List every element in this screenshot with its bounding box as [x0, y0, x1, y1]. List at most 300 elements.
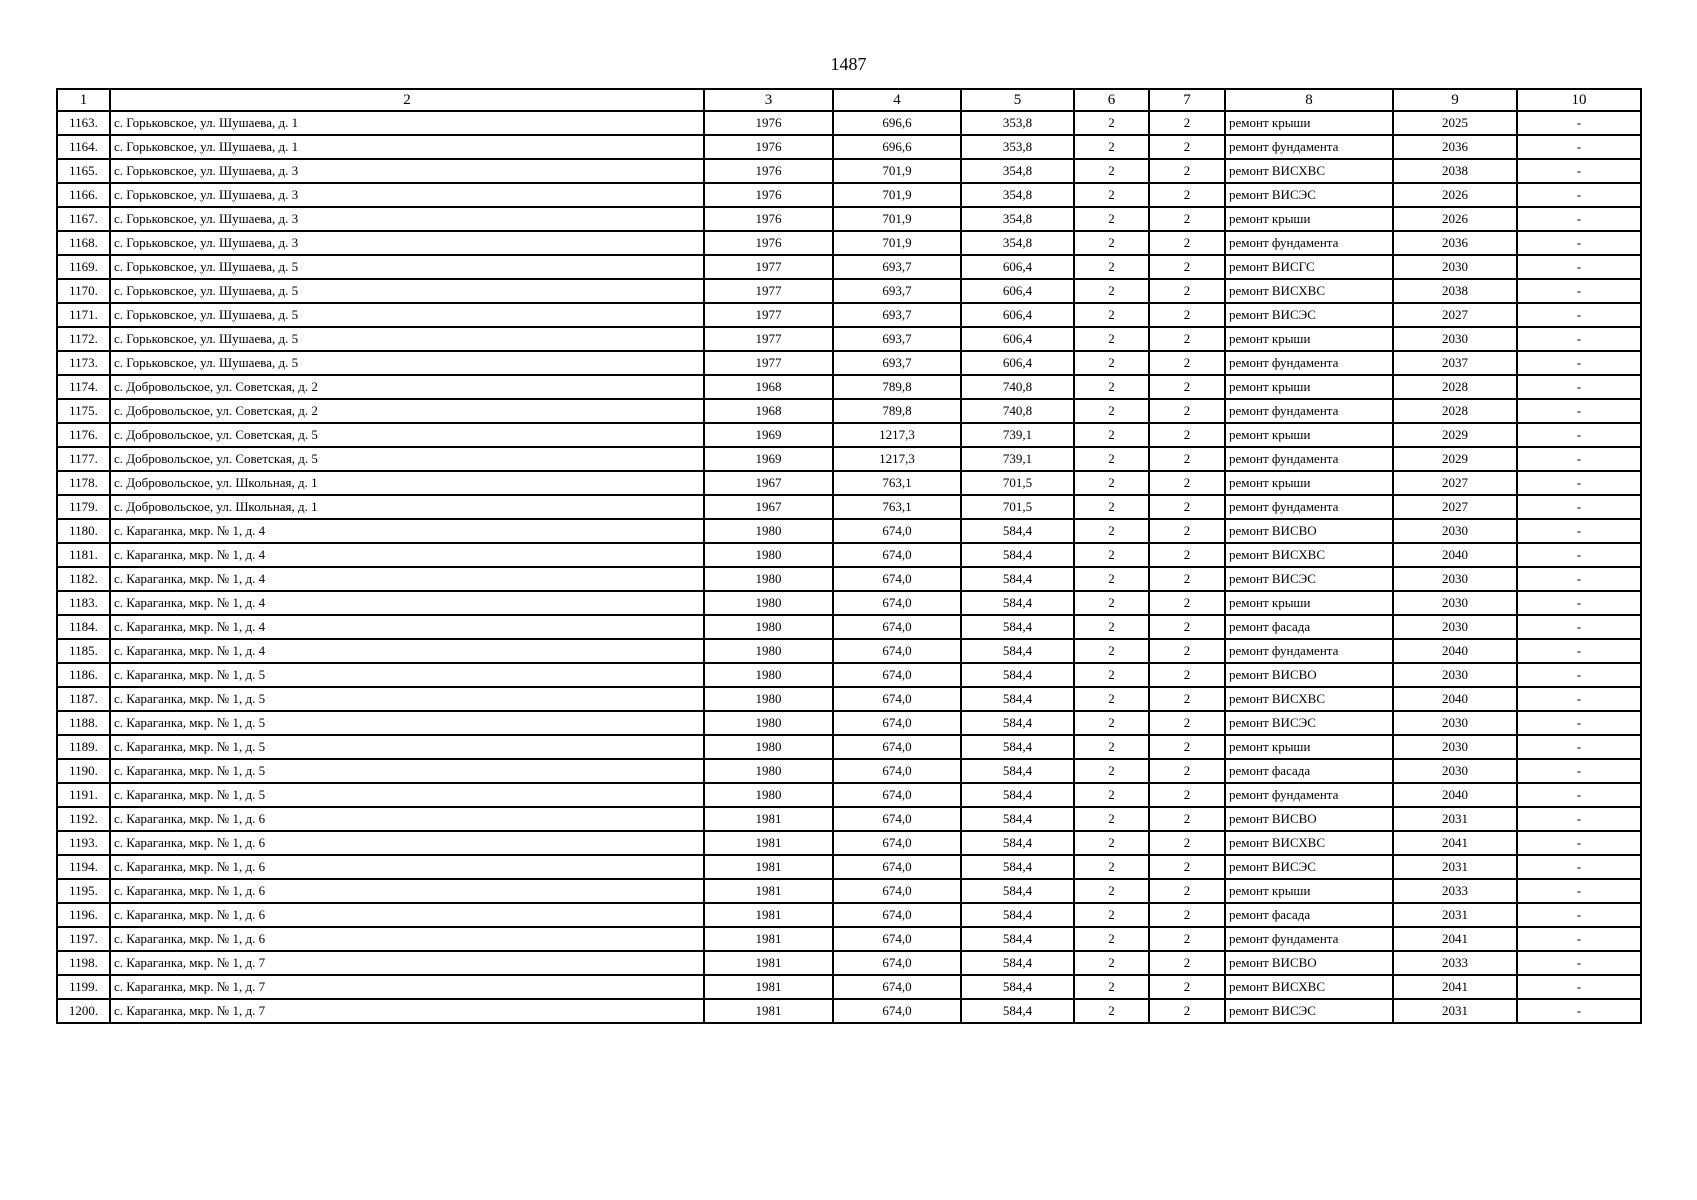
cell-year-built: 1981 [704, 831, 833, 855]
cell-work-type: ремонт крыши [1225, 879, 1393, 903]
cell-row-number: 1163. [57, 111, 110, 135]
cell-total-area: 674,0 [833, 783, 961, 807]
cell-address: с. Караганка, мкр. № 1, д. 4 [110, 519, 704, 543]
cell-entrances: 2 [1149, 231, 1225, 255]
cell-planned-year: 2040 [1393, 783, 1517, 807]
cell-planned-year: 2030 [1393, 327, 1517, 351]
cell-year-built: 1980 [704, 639, 833, 663]
cell-planned-year: 2041 [1393, 927, 1517, 951]
cell-total-area: 1217,3 [833, 423, 961, 447]
cell-living-area: 584,4 [961, 519, 1074, 543]
cell-row-number: 1193. [57, 831, 110, 855]
cell-year-built: 1976 [704, 207, 833, 231]
cell-note: - [1517, 975, 1641, 999]
cell-floors: 2 [1074, 111, 1149, 135]
cell-planned-year: 2030 [1393, 735, 1517, 759]
cell-year-built: 1980 [704, 591, 833, 615]
cell-year-built: 1968 [704, 375, 833, 399]
cell-entrances: 2 [1149, 519, 1225, 543]
cell-row-number: 1170. [57, 279, 110, 303]
cell-work-type: ремонт ВИСХВС [1225, 279, 1393, 303]
cell-address: с. Горьковское, ул. Шушаева, д. 3 [110, 231, 704, 255]
cell-total-area: 763,1 [833, 495, 961, 519]
cell-total-area: 674,0 [833, 951, 961, 975]
column-header: 8 [1225, 89, 1393, 111]
cell-address: с. Горьковское, ул. Шушаева, д. 3 [110, 159, 704, 183]
table-row [57, 231, 1641, 255]
cell-year-built: 1980 [704, 735, 833, 759]
cell-year-built: 1980 [704, 663, 833, 687]
cell-row-number: 1167. [57, 207, 110, 231]
cell-note: - [1517, 375, 1641, 399]
column-header: 7 [1149, 89, 1225, 111]
cell-entrances: 2 [1149, 255, 1225, 279]
cell-address: с. Караганка, мкр. № 1, д. 7 [110, 999, 704, 1023]
cell-floors: 2 [1074, 735, 1149, 759]
cell-total-area: 674,0 [833, 999, 961, 1023]
cell-living-area: 354,8 [961, 231, 1074, 255]
cell-year-built: 1968 [704, 399, 833, 423]
cell-year-built: 1981 [704, 807, 833, 831]
cell-work-type: ремонт ВИСЭС [1225, 183, 1393, 207]
table-row [57, 543, 1641, 567]
cell-entrances: 2 [1149, 951, 1225, 975]
cell-year-built: 1969 [704, 423, 833, 447]
cell-entrances: 2 [1149, 999, 1225, 1023]
cell-address: с. Караганка, мкр. № 1, д. 4 [110, 591, 704, 615]
cell-row-number: 1183. [57, 591, 110, 615]
cell-row-number: 1187. [57, 687, 110, 711]
cell-total-area: 1217,3 [833, 447, 961, 471]
cell-entrances: 2 [1149, 207, 1225, 231]
cell-work-type: ремонт ВИСЭС [1225, 855, 1393, 879]
cell-entrances: 2 [1149, 135, 1225, 159]
cell-note: - [1517, 327, 1641, 351]
cell-planned-year: 2030 [1393, 711, 1517, 735]
table-row [57, 831, 1641, 855]
cell-entrances: 2 [1149, 423, 1225, 447]
cell-row-number: 1176. [57, 423, 110, 447]
cell-address: с. Добровольское, ул. Советская, д. 2 [110, 399, 704, 423]
column-header: 5 [961, 89, 1074, 111]
cell-planned-year: 2030 [1393, 663, 1517, 687]
cell-address: с. Горьковское, ул. Шушаева, д. 1 [110, 111, 704, 135]
cell-work-type: ремонт крыши [1225, 735, 1393, 759]
cell-note: - [1517, 663, 1641, 687]
cell-work-type: ремонт ВИСХВС [1225, 543, 1393, 567]
cell-address: с. Горьковское, ул. Шушаева, д. 5 [110, 351, 704, 375]
cell-year-built: 1981 [704, 855, 833, 879]
cell-address: с. Караганка, мкр. № 1, д. 5 [110, 687, 704, 711]
cell-year-built: 1980 [704, 783, 833, 807]
cell-total-area: 674,0 [833, 807, 961, 831]
table-row [57, 183, 1641, 207]
cell-work-type: ремонт крыши [1225, 207, 1393, 231]
cell-address: с. Караганка, мкр. № 1, д. 6 [110, 807, 704, 831]
table-row [57, 687, 1641, 711]
cell-year-built: 1976 [704, 231, 833, 255]
cell-floors: 2 [1074, 687, 1149, 711]
table-row [57, 255, 1641, 279]
cell-work-type: ремонт фундамента [1225, 351, 1393, 375]
cell-entrances: 2 [1149, 807, 1225, 831]
cell-year-built: 1977 [704, 327, 833, 351]
cell-work-type: ремонт ВИСВО [1225, 807, 1393, 831]
cell-living-area: 584,4 [961, 927, 1074, 951]
cell-row-number: 1166. [57, 183, 110, 207]
cell-living-area: 584,4 [961, 951, 1074, 975]
table-row [57, 303, 1641, 327]
cell-note: - [1517, 591, 1641, 615]
cell-note: - [1517, 567, 1641, 591]
cell-floors: 2 [1074, 951, 1149, 975]
table-row [57, 639, 1641, 663]
cell-living-area: 353,8 [961, 135, 1074, 159]
cell-planned-year: 2027 [1393, 471, 1517, 495]
cell-floors: 2 [1074, 423, 1149, 447]
cell-total-area: 789,8 [833, 399, 961, 423]
cell-entrances: 2 [1149, 927, 1225, 951]
cell-row-number: 1189. [57, 735, 110, 759]
cell-floors: 2 [1074, 279, 1149, 303]
cell-note: - [1517, 351, 1641, 375]
cell-work-type: ремонт ВИСХВС [1225, 687, 1393, 711]
cell-note: - [1517, 447, 1641, 471]
cell-living-area: 354,8 [961, 207, 1074, 231]
cell-floors: 2 [1074, 447, 1149, 471]
cell-entrances: 2 [1149, 543, 1225, 567]
cell-floors: 2 [1074, 783, 1149, 807]
cell-total-area: 696,6 [833, 135, 961, 159]
cell-floors: 2 [1074, 975, 1149, 999]
cell-note: - [1517, 423, 1641, 447]
cell-total-area: 674,0 [833, 567, 961, 591]
table-row [57, 447, 1641, 471]
cell-row-number: 1185. [57, 639, 110, 663]
cell-row-number: 1188. [57, 711, 110, 735]
cell-row-number: 1177. [57, 447, 110, 471]
cell-floors: 2 [1074, 183, 1149, 207]
cell-total-area: 693,7 [833, 279, 961, 303]
cell-living-area: 584,4 [961, 567, 1074, 591]
cell-living-area: 584,4 [961, 879, 1074, 903]
cell-total-area: 674,0 [833, 543, 961, 567]
cell-total-area: 789,8 [833, 375, 961, 399]
cell-address: с. Караганка, мкр. № 1, д. 5 [110, 759, 704, 783]
cell-row-number: 1191. [57, 783, 110, 807]
cell-entrances: 2 [1149, 975, 1225, 999]
cell-note: - [1517, 735, 1641, 759]
table-row [57, 735, 1641, 759]
cell-living-area: 606,4 [961, 279, 1074, 303]
cell-address: с. Караганка, мкр. № 1, д. 7 [110, 951, 704, 975]
cell-planned-year: 2025 [1393, 111, 1517, 135]
cell-note: - [1517, 855, 1641, 879]
cell-note: - [1517, 903, 1641, 927]
cell-address: с. Караганка, мкр. № 1, д. 5 [110, 711, 704, 735]
table-row [57, 471, 1641, 495]
cell-living-area: 354,8 [961, 183, 1074, 207]
cell-floors: 2 [1074, 615, 1149, 639]
cell-note: - [1517, 807, 1641, 831]
cell-entrances: 2 [1149, 759, 1225, 783]
cell-year-built: 1980 [704, 543, 833, 567]
cell-total-area: 674,0 [833, 831, 961, 855]
cell-work-type: ремонт фундамента [1225, 495, 1393, 519]
cell-year-built: 1980 [704, 687, 833, 711]
cell-total-area: 763,1 [833, 471, 961, 495]
cell-note: - [1517, 303, 1641, 327]
cell-work-type: ремонт фундамента [1225, 231, 1393, 255]
cell-planned-year: 2037 [1393, 351, 1517, 375]
cell-floors: 2 [1074, 471, 1149, 495]
cell-address: с. Добровольское, ул. Советская, д. 5 [110, 423, 704, 447]
cell-work-type: ремонт фундамента [1225, 927, 1393, 951]
cell-entrances: 2 [1149, 615, 1225, 639]
cell-address: с. Добровольское, ул. Советская, д. 2 [110, 375, 704, 399]
cell-work-type: ремонт ВИСХВС [1225, 831, 1393, 855]
cell-entrances: 2 [1149, 399, 1225, 423]
cell-planned-year: 2030 [1393, 519, 1517, 543]
cell-address: с. Горьковское, ул. Шушаева, д. 3 [110, 207, 704, 231]
cell-year-built: 1980 [704, 615, 833, 639]
cell-year-built: 1980 [704, 711, 833, 735]
page-number: 1487 [830, 54, 867, 74]
cell-note: - [1517, 183, 1641, 207]
table-row [57, 807, 1641, 831]
cell-floors: 2 [1074, 303, 1149, 327]
cell-work-type: ремонт фасада [1225, 759, 1393, 783]
table-row [57, 855, 1641, 879]
cell-floors: 2 [1074, 159, 1149, 183]
cell-living-area: 606,4 [961, 303, 1074, 327]
cell-work-type: ремонт ВИСХВС [1225, 159, 1393, 183]
cell-address: с. Караганка, мкр. № 1, д. 5 [110, 735, 704, 759]
cell-floors: 2 [1074, 567, 1149, 591]
cell-living-area: 584,4 [961, 735, 1074, 759]
cell-floors: 2 [1074, 231, 1149, 255]
cell-year-built: 1969 [704, 447, 833, 471]
cell-entrances: 2 [1149, 471, 1225, 495]
column-header: 6 [1074, 89, 1149, 111]
cell-entrances: 2 [1149, 495, 1225, 519]
cell-row-number: 1196. [57, 903, 110, 927]
cell-planned-year: 2031 [1393, 903, 1517, 927]
table-row [57, 783, 1641, 807]
cell-note: - [1517, 615, 1641, 639]
cell-work-type: ремонт крыши [1225, 471, 1393, 495]
cell-floors: 2 [1074, 663, 1149, 687]
cell-total-area: 674,0 [833, 663, 961, 687]
cell-floors: 2 [1074, 927, 1149, 951]
cell-work-type: ремонт фундамента [1225, 447, 1393, 471]
table-row [57, 111, 1641, 135]
cell-work-type: ремонт крыши [1225, 423, 1393, 447]
cell-living-area: 701,5 [961, 495, 1074, 519]
table-row [57, 951, 1641, 975]
cell-row-number: 1192. [57, 807, 110, 831]
cell-living-area: 354,8 [961, 159, 1074, 183]
cell-year-built: 1981 [704, 975, 833, 999]
cell-entrances: 2 [1149, 879, 1225, 903]
table-row [57, 999, 1641, 1023]
cell-year-built: 1981 [704, 951, 833, 975]
cell-work-type: ремонт фундамента [1225, 399, 1393, 423]
cell-note: - [1517, 135, 1641, 159]
column-header: 1 [57, 89, 110, 111]
cell-planned-year: 2026 [1393, 183, 1517, 207]
cell-work-type: ремонт ВИСЭС [1225, 711, 1393, 735]
cell-total-area: 674,0 [833, 735, 961, 759]
cell-note: - [1517, 159, 1641, 183]
column-header: 4 [833, 89, 961, 111]
cell-year-built: 1980 [704, 759, 833, 783]
cell-row-number: 1180. [57, 519, 110, 543]
cell-work-type: ремонт ВИСВО [1225, 663, 1393, 687]
cell-floors: 2 [1074, 351, 1149, 375]
cell-row-number: 1168. [57, 231, 110, 255]
cell-floors: 2 [1074, 879, 1149, 903]
cell-planned-year: 2040 [1393, 543, 1517, 567]
cell-work-type: ремонт фундамента [1225, 639, 1393, 663]
cell-entrances: 2 [1149, 327, 1225, 351]
cell-address: с. Караганка, мкр. № 1, д. 6 [110, 879, 704, 903]
cell-year-built: 1967 [704, 471, 833, 495]
cell-living-area: 584,4 [961, 783, 1074, 807]
cell-row-number: 1199. [57, 975, 110, 999]
cell-address: с. Караганка, мкр. № 1, д. 4 [110, 615, 704, 639]
cell-planned-year: 2028 [1393, 375, 1517, 399]
table-row [57, 759, 1641, 783]
column-header-row [57, 89, 1641, 111]
cell-planned-year: 2031 [1393, 999, 1517, 1023]
cell-work-type: ремонт фундамента [1225, 783, 1393, 807]
cell-planned-year: 2027 [1393, 303, 1517, 327]
cell-address: с. Добровольское, ул. Школьная, д. 1 [110, 471, 704, 495]
cell-row-number: 1171. [57, 303, 110, 327]
cell-planned-year: 2030 [1393, 255, 1517, 279]
cell-note: - [1517, 951, 1641, 975]
table-row [57, 495, 1641, 519]
cell-note: - [1517, 999, 1641, 1023]
cell-work-type: ремонт ВИСВО [1225, 951, 1393, 975]
cell-entrances: 2 [1149, 855, 1225, 879]
cell-floors: 2 [1074, 999, 1149, 1023]
cell-row-number: 1175. [57, 399, 110, 423]
cell-living-area: 584,4 [961, 759, 1074, 783]
column-header: 3 [704, 89, 833, 111]
cell-year-built: 1967 [704, 495, 833, 519]
cell-row-number: 1172. [57, 327, 110, 351]
cell-row-number: 1198. [57, 951, 110, 975]
cell-planned-year: 2027 [1393, 495, 1517, 519]
cell-planned-year: 2031 [1393, 855, 1517, 879]
cell-total-area: 701,9 [833, 183, 961, 207]
cell-living-area: 740,8 [961, 399, 1074, 423]
cell-floors: 2 [1074, 255, 1149, 279]
cell-year-built: 1976 [704, 159, 833, 183]
cell-total-area: 693,7 [833, 351, 961, 375]
cell-living-area: 740,8 [961, 375, 1074, 399]
cell-floors: 2 [1074, 855, 1149, 879]
table-row [57, 207, 1641, 231]
table-row [57, 903, 1641, 927]
cell-row-number: 1182. [57, 567, 110, 591]
cell-row-number: 1169. [57, 255, 110, 279]
cell-year-built: 1976 [704, 183, 833, 207]
cell-address: с. Караганка, мкр. № 1, д. 5 [110, 663, 704, 687]
cell-planned-year: 2028 [1393, 399, 1517, 423]
cell-note: - [1517, 879, 1641, 903]
cell-total-area: 674,0 [833, 687, 961, 711]
cell-entrances: 2 [1149, 447, 1225, 471]
cell-planned-year: 2030 [1393, 591, 1517, 615]
cell-living-area: 584,4 [961, 807, 1074, 831]
cell-living-area: 606,4 [961, 327, 1074, 351]
cell-entrances: 2 [1149, 159, 1225, 183]
table-row [57, 567, 1641, 591]
cell-living-area: 584,4 [961, 639, 1074, 663]
cell-note: - [1517, 543, 1641, 567]
cell-note: - [1517, 231, 1641, 255]
cell-address: с. Караганка, мкр. № 1, д. 6 [110, 855, 704, 879]
cell-entrances: 2 [1149, 663, 1225, 687]
cell-planned-year: 2026 [1393, 207, 1517, 231]
cell-total-area: 674,0 [833, 639, 961, 663]
cell-planned-year: 2029 [1393, 447, 1517, 471]
cell-floors: 2 [1074, 903, 1149, 927]
cell-address: с. Добровольское, ул. Школьная, д. 1 [110, 495, 704, 519]
table-row [57, 423, 1641, 447]
cell-living-area: 584,4 [961, 591, 1074, 615]
cell-floors: 2 [1074, 759, 1149, 783]
table-row [57, 351, 1641, 375]
cell-address: с. Караганка, мкр. № 1, д. 6 [110, 927, 704, 951]
table-row [57, 927, 1641, 951]
cell-total-area: 674,0 [833, 759, 961, 783]
cell-planned-year: 2030 [1393, 759, 1517, 783]
cell-planned-year: 2029 [1393, 423, 1517, 447]
cell-planned-year: 2033 [1393, 879, 1517, 903]
cell-year-built: 1981 [704, 879, 833, 903]
cell-row-number: 1200. [57, 999, 110, 1023]
cell-living-area: 584,4 [961, 687, 1074, 711]
table-row [57, 711, 1641, 735]
table-row [57, 327, 1641, 351]
cell-address: с. Горьковское, ул. Шушаева, д. 5 [110, 327, 704, 351]
table-row [57, 591, 1641, 615]
cell-planned-year: 2031 [1393, 807, 1517, 831]
cell-living-area: 584,4 [961, 831, 1074, 855]
cell-living-area: 584,4 [961, 903, 1074, 927]
cell-row-number: 1174. [57, 375, 110, 399]
cell-year-built: 1981 [704, 903, 833, 927]
cell-living-area: 584,4 [961, 975, 1074, 999]
cell-year-built: 1977 [704, 351, 833, 375]
cell-entrances: 2 [1149, 783, 1225, 807]
cell-planned-year: 2040 [1393, 687, 1517, 711]
cell-floors: 2 [1074, 495, 1149, 519]
cell-floors: 2 [1074, 711, 1149, 735]
cell-work-type: ремонт фундамента [1225, 135, 1393, 159]
cell-work-type: ремонт ВИСЭС [1225, 303, 1393, 327]
table-row [57, 399, 1641, 423]
cell-planned-year: 2040 [1393, 639, 1517, 663]
cell-address: с. Горьковское, ул. Шушаева, д. 3 [110, 183, 704, 207]
cell-work-type: ремонт ВИСГС [1225, 255, 1393, 279]
cell-note: - [1517, 711, 1641, 735]
table-row [57, 879, 1641, 903]
